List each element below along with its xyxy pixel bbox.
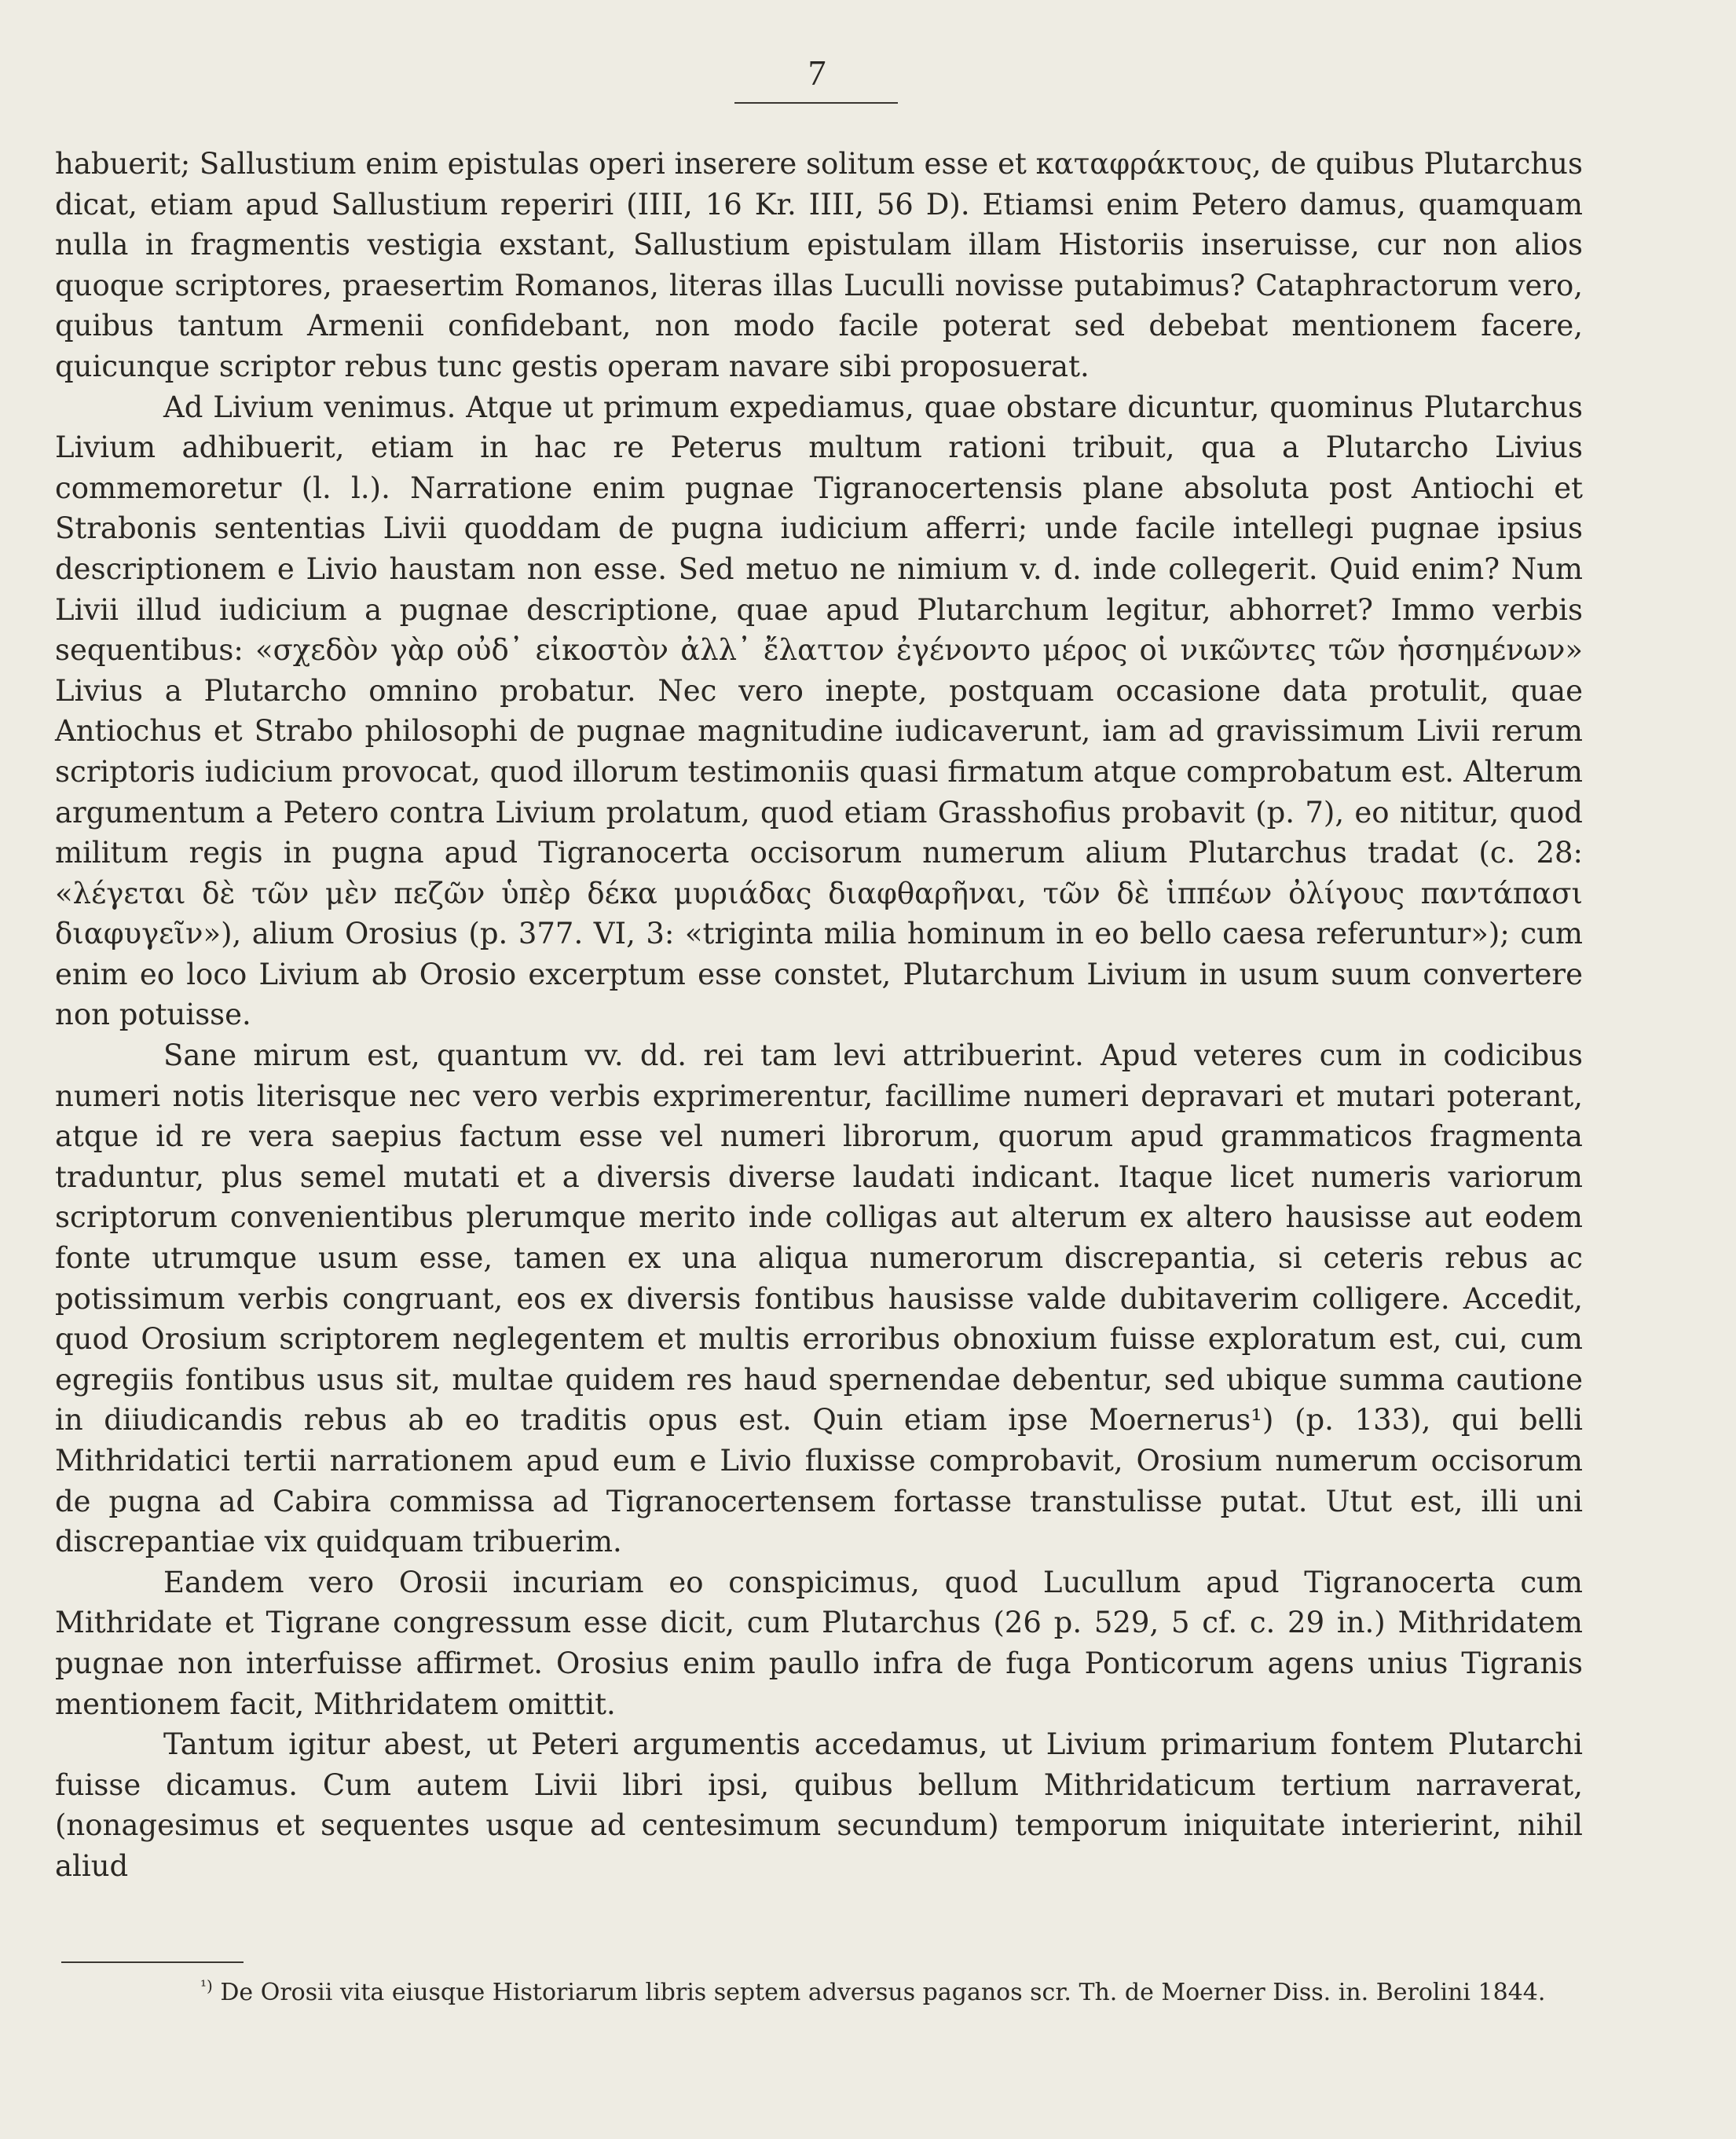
page-number-rule <box>734 102 898 104</box>
page-number: 7 <box>808 53 826 93</box>
footnote-text: De Orosii vita eiusque Historiarum libris septem adversus paganos scr. Th. de Moerner Diss. in. Berolini 1844. <box>220 1979 1546 2006</box>
paragraph-3: Sane mirum est, quantum vv. dd. rei tam levi attribuerint. Apud veteres cum in codicibus numeri notis literisque nec vero verbis exprimerentur, facillime numeri depravari et mutari poterant, atque id re vera saepius factum esse vel numeri librorum, quorum apud grammaticos fragmenta traduntur, plus semel mutati et a diversis diverse laudati indicant. Itaque licet numeris variorum scriptorum convenientibus plerumque merito inde colligas aut alterum ex altero hausisse aut eodem fonte utrumque usum esse, tamen ex una aliqua numerorum discrepantia, si ceteris rebus ac potissimum verbis congruant, eos ex diversis fontibus hausisse valde dubitaverim colligere. Accedit, quod Orosium scriptorem neglegentem et multis erroribus obnoxium fuisse exploratum est, cui, cum egregiis fontibus usus sit, multae quidem res haud spernendae debentur, sed ubique summa cautione in diiudicandis rebus ab eo traditis opus est. Quin etiam ipse Moernerus¹) (p. 133), qui belli Mithridatici tertii narrationem apud eum e Livio fluxisse comprobavit, Orosium numerum occisorum de pugna ad Cabira commissa ad Tigranocertensem fortasse transtulisse putat. Utut est, illi uni discrepantiae vix quidquam tribuerim. <box>55 1038 1583 1559</box>
paragraph-2: Ad Livium venimus. Atque ut primum expediamus, quae obstare dicuntur, quominus Plutarchus Livium adhibuerit, etiam in hac re Peterus multum rationi tribuit, qua a Plutarcho Livius commemoretur (l. l.). Narratione enim pugnae Tigranocertensis plane absoluta post Antiochi et Strabonis sententias Livii quoddam de pugna iudicium afferri; unde facile intellegi pugnae ipsius descriptionem e Livio haustam non esse. Sed metuo ne nimium v. d. inde collegerit. Quid enim? Num Livii illud iudicium a pugnae descriptione, quae apud Plutarchum legitur, abhorret? Immo verbis sequentibus: «σχεδὸν γὰρ οὐδ᾽ εἰκοστὸν ἀλλ᾽ ἔλαττον ἐγένοντο μέρος οἱ νικῶντες τῶν ἡσσημένων» Livius a Plutarcho omnino probatur. Nec vero inepte, postquam occasione data protulit, quae Antiochus et Strabo philosophi de pugnae magnitudine iudicaverunt, iam ad gravissimum Livii rerum scriptoris iudicium provocat, quod illorum testimoniis quasi firmatum atque comprobatum est. Alterum argumentum a Petero contra Livium prolatum, quod etiam Grasshofius probavit (p. 7), eo nititur, quod militum regis in pugna apud Tigranocerta occisorum numerum alium Plutarchus tradat (c. 28: «λέγεται δὲ τῶν μὲν πεζῶν ὑπὲρ δέκα μυριάδας διαφθαρῆναι, τῶν δὲ ἱππέων ὀλίγους παντάπασι διαφυγεῖν»), alium Orosius (p. 377. VI, 3: «triginta milia hominum in eo bello caesa referuntur»); cum enim eo loco Livium ab Orosio excerptum esse constet, Plutarchum Livium in usum suum convertere non potuisse. <box>55 390 1583 1032</box>
paragraph-5: Tantum igitur abest, ut Peteri argumentis accedamus, ut Livium primarium fontem Plutarchi fuisse dicamus. Cum autem Livii libri ipsi, quibus bellum Mithridaticum tertium narraverat, (nonagesimus et sequentes usque ad centesimum secundum) temporum iniquitate interierint, nihil aliud <box>55 1727 1583 1883</box>
footnote-marker: ¹) <box>200 1976 213 1995</box>
paragraph-4: Eandem vero Orosii incuriam eo conspicimus, quod Lucullum apud Tigranocerta cum Mithridate et Tigrane congressum esse dicit, cum Plutarchus (26 p. 529, 5 cf. c. 29 in.) Mithridatem pugnae non interfuisse affirmet. Orosius enim paullo infra de fuga Ponticorum agens unius Tigranis mentionem facit, Mithridatem omittit. <box>55 1565 1583 1721</box>
footnote <box>200 1977 1583 2009</box>
footnote-rule <box>61 1961 244 1963</box>
body-text <box>55 144 1583 1887</box>
paragraph-1: habuerit; Sallustium enim epistulas operi inserere solitum esse et καταφράκτους, de quibus Plutarchus dicat, etiam apud Sallustium reperiri (IIII, 16 Kr. IIII, 56 D). Etiamsi enim Petero damus, quamquam nulla in fragmentis vestigia exstant, Sallustium epistulam illam Historiis inseruisse, cur non alios quoque scriptores, praesertim Romanos, literas illas Luculli novisse putabimus? Cataphractorum vero, quibus tantum Armenii confidebant, non modo facile poterat sed debebat mentionem facere, quicunque scriptor rebus tunc gestis operam navare sibi proposuerat. <box>55 147 1583 383</box>
